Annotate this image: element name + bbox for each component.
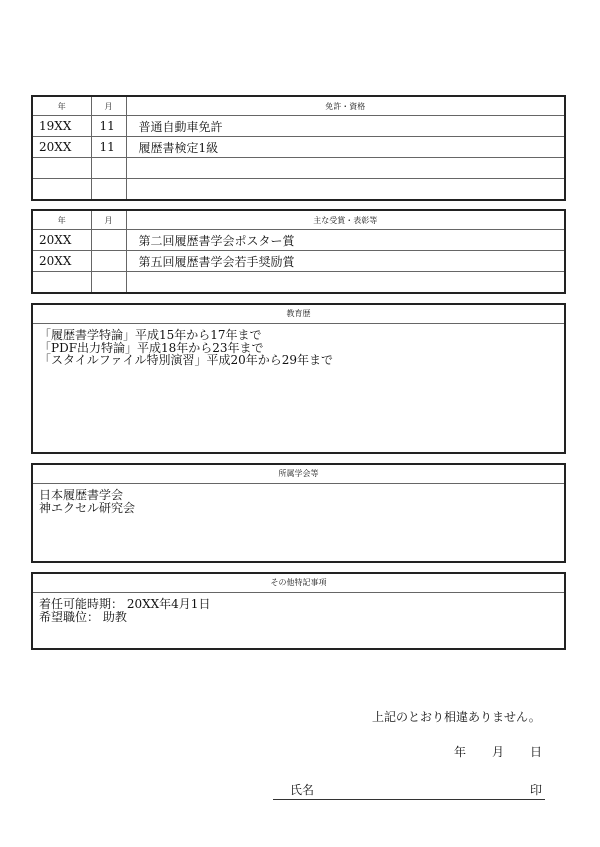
table-row [33, 116, 564, 137]
licenses-row-text [126, 179, 564, 200]
notes-title: その他特記事項 [33, 574, 564, 593]
awards-row-year: 20XX [33, 230, 91, 251]
declaration-statement: 上記のとおり相違ありません。 [372, 710, 541, 724]
licenses-row-year [33, 158, 91, 179]
name-label: 氏名 [290, 783, 315, 797]
licenses-row-month [91, 179, 126, 200]
awards-row-text: 第二回履歴書学会ポスター賞 [126, 230, 564, 251]
awards-year-header: 年 [33, 211, 91, 230]
licenses-row-month: 11 [91, 116, 126, 137]
notes-line: 着任可能時期： 20XX年4月1日 [39, 597, 211, 611]
licenses-row-month: 11 [91, 137, 126, 158]
table-row [33, 179, 564, 200]
education-title: 教育歴 [33, 305, 564, 324]
seal-label: 印 [530, 783, 543, 797]
table-row [33, 158, 564, 179]
licenses-table [33, 97, 564, 199]
table-row [33, 272, 564, 293]
awards-row-text [126, 272, 564, 293]
licenses-section [31, 95, 566, 201]
education-line: 「PDF出力特論」平成18年から23年まで [39, 340, 264, 355]
licenses-header-row [33, 97, 564, 116]
societies-section [31, 463, 566, 563]
licenses-title-header: 免許・資格 [126, 97, 564, 116]
signature-line [273, 799, 545, 800]
table-row [33, 251, 564, 272]
licenses-year-header: 年 [33, 97, 91, 116]
date-month-label: 月 [492, 745, 505, 759]
awards-header-row [33, 211, 564, 230]
awards-row-year [33, 272, 91, 293]
awards-title-header: 主な受賞・表彰等 [126, 211, 564, 230]
education-body [33, 324, 564, 372]
licenses-row-text: 普通自動車免許 [126, 116, 564, 137]
awards-row-text: 第五回履歴書学会若手奨励賞 [126, 251, 564, 272]
awards-row-month [91, 251, 126, 272]
societies-body [33, 484, 564, 519]
education-line: 「スタイルファイル特別演習」平成20年から29年まで [39, 353, 334, 367]
licenses-row-text [126, 158, 564, 179]
awards-section [31, 209, 566, 294]
licenses-row-year: 19XX [33, 116, 91, 137]
societies-line: 神エクセル研究会 [39, 500, 136, 515]
notes-line: 希望職位： 助教 [39, 609, 127, 624]
societies-line: 日本履歴書学会 [39, 488, 124, 502]
notes-section [31, 572, 566, 650]
societies-title: 所属学会等 [33, 465, 564, 484]
licenses-row-year [33, 179, 91, 200]
date-day-label: 日 [530, 745, 543, 759]
awards-row-month [91, 230, 126, 251]
awards-row-month [91, 272, 126, 293]
table-row [33, 230, 564, 251]
awards-month-header: 月 [91, 211, 126, 230]
licenses-month-header: 月 [91, 97, 126, 116]
awards-table [33, 211, 564, 292]
table-row [33, 137, 564, 158]
date-year-label: 年 [454, 745, 467, 759]
licenses-row-month [91, 158, 126, 179]
licenses-row-text: 履歴書検定1級 [126, 137, 564, 158]
licenses-row-year: 20XX [33, 137, 91, 158]
awards-row-year: 20XX [33, 251, 91, 272]
education-line: 「履歴書学特論」平成15年から17年まで [39, 328, 262, 342]
notes-body [33, 593, 564, 628]
education-section [31, 303, 566, 454]
